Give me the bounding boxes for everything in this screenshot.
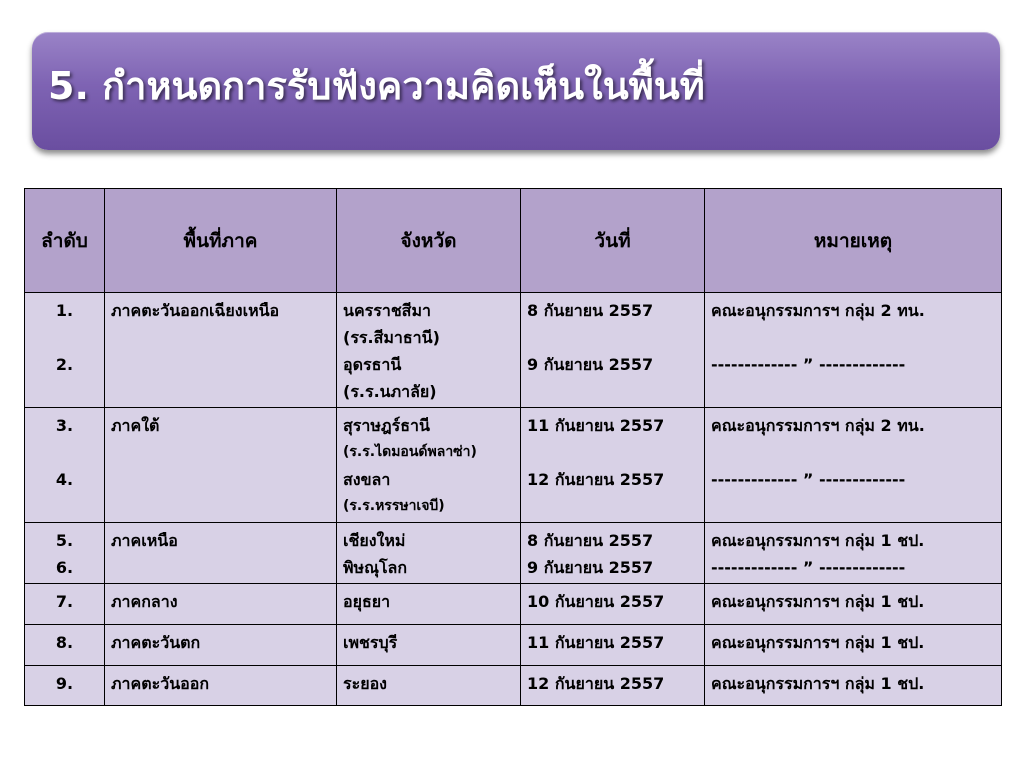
region-cell <box>105 666 337 706</box>
region-cell <box>105 625 337 666</box>
region-name: ภาคกลาง <box>111 592 178 611</box>
venue-name: (ร.ร.หรรษาเจบี) <box>343 498 445 514</box>
order-number: 5. <box>55 531 74 550</box>
remark-cell <box>705 408 1002 523</box>
region-name: ภาคตะวันตก <box>111 633 201 652</box>
date-cell <box>521 625 705 666</box>
venue-name: (รร.สีมาธานี) <box>343 328 440 347</box>
table-row <box>25 523 1002 584</box>
province-name: ระยอง <box>343 674 387 693</box>
date-value: 9 กันยายน 2557 <box>527 558 654 577</box>
province-name: เพชรบุรี <box>343 633 398 652</box>
remark-text: ------------- ” ------------- <box>711 470 906 489</box>
region-cell <box>105 293 337 408</box>
table-row <box>25 293 1002 408</box>
date-value: 11 กันยายน 2557 <box>527 633 665 652</box>
order-number: 8. <box>55 633 74 652</box>
table-row <box>25 625 1002 666</box>
province-cell <box>337 408 521 523</box>
order-cell <box>25 625 105 666</box>
header-province: จังหวัด <box>337 189 521 293</box>
region-name: ภาคเหนือ <box>111 531 178 550</box>
order-number: 2. <box>55 355 74 374</box>
table-row <box>25 666 1002 706</box>
date-cell <box>521 666 705 706</box>
date-cell <box>521 584 705 625</box>
province-cell <box>337 523 521 584</box>
province-name: อุดรธานี <box>343 355 402 374</box>
province-cell <box>337 666 521 706</box>
remark-text: ------------- ” ------------- <box>711 355 906 374</box>
order-cell <box>25 523 105 584</box>
province-name: นครราชสีมา <box>343 301 431 320</box>
province-name: พิษณุโลก <box>343 558 408 577</box>
header-order: ลำดับ <box>25 189 105 293</box>
remark-text: คณะอนุกรรมการฯ กลุ่ม 1 ชป. <box>711 674 925 693</box>
header-remark: หมายเหตุ <box>705 189 1002 293</box>
remark-cell <box>705 666 1002 706</box>
region-name: ภาคใต้ <box>111 416 160 435</box>
region-cell <box>105 523 337 584</box>
province-name: สุราษฎร์ธานี <box>343 416 430 435</box>
order-number: 3. <box>55 416 74 435</box>
province-name: เชียงใหม่ <box>343 531 406 550</box>
venue-name: (ร.ร.ไดมอนด์พลาซ่า) <box>343 444 477 460</box>
region-name: ภาคตะวันออกเฉียงเหนือ <box>111 301 280 320</box>
order-number: 9. <box>55 674 74 693</box>
remark-cell <box>705 523 1002 584</box>
order-number: 4. <box>55 470 74 489</box>
date-value: 12 กันยายน 2557 <box>527 674 665 693</box>
remark-text: คณะอนุกรรมการฯ กลุ่ม 2 ทน. <box>711 416 925 435</box>
date-value: 11 กันยายน 2557 <box>527 416 665 435</box>
table-row <box>25 584 1002 625</box>
remark-cell <box>705 293 1002 408</box>
order-number: 7. <box>55 592 74 611</box>
date-cell <box>521 408 705 523</box>
order-number: 1. <box>55 301 74 320</box>
table-header-row <box>25 189 1002 293</box>
order-number: 6. <box>55 558 74 577</box>
order-cell <box>25 666 105 706</box>
order-cell <box>25 408 105 523</box>
remark-text: คณะอนุกรรมการฯ กลุ่ม 1 ชป. <box>711 531 925 550</box>
order-cell <box>25 293 105 408</box>
table-row <box>25 408 1002 523</box>
remark-text: คณะอนุกรรมการฯ กลุ่ม 1 ชป. <box>711 592 925 611</box>
date-value: 12 กันยายน 2557 <box>527 470 665 489</box>
order-cell <box>25 584 105 625</box>
region-cell <box>105 408 337 523</box>
header-date: วันที่ <box>521 189 705 293</box>
region-name: ภาคตะวันออก <box>111 674 210 693</box>
date-value: 8 กันยายน 2557 <box>527 301 654 320</box>
remark-text: ------------- ” ------------- <box>711 558 906 577</box>
remark-text: คณะอนุกรรมการฯ กลุ่ม 1 ชป. <box>711 633 925 652</box>
slide-title: 5. กำหนดการรับฟังความคิดเห็นในพื้นที่ <box>48 64 705 108</box>
province-name: อยุธยา <box>343 592 391 611</box>
venue-name: (ร.ร.นภาลัย) <box>343 382 437 401</box>
remark-cell <box>705 625 1002 666</box>
remark-text: คณะอนุกรรมการฯ กลุ่ม 2 ทน. <box>711 301 925 320</box>
date-value: 9 กันยายน 2557 <box>527 355 654 374</box>
date-value: 8 กันยายน 2557 <box>527 531 654 550</box>
schedule-table <box>24 188 1002 706</box>
province-cell <box>337 293 521 408</box>
province-cell <box>337 625 521 666</box>
date-value: 10 กันยายน 2557 <box>527 592 665 611</box>
province-cell <box>337 584 521 625</box>
date-cell <box>521 293 705 408</box>
region-cell <box>105 584 337 625</box>
province-name: สงขลา <box>343 470 391 489</box>
header-region: พื้นที่ภาค <box>105 189 337 293</box>
date-cell <box>521 523 705 584</box>
remark-cell <box>705 584 1002 625</box>
